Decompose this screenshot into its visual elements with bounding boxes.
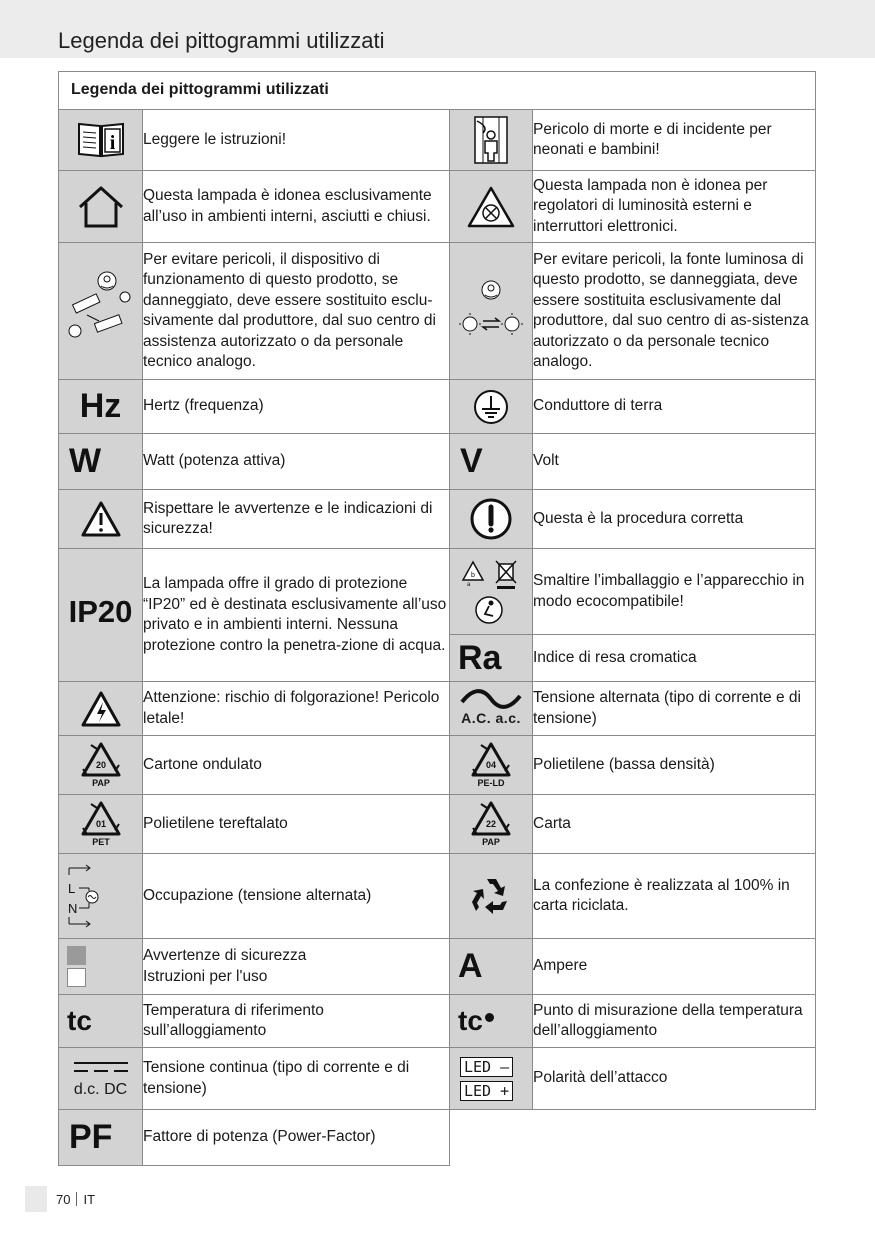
recycle-pet-icon [59, 795, 143, 854]
ac-icon: A.C. a.c. [450, 682, 533, 736]
code-pap-22: PAP [482, 837, 500, 847]
watt-text: Watt (potenza attiva) [143, 434, 450, 490]
light-source-replacement-icon [450, 243, 533, 380]
no-dimmer-text: Questa lampada non è idonea per regolatori di luminosità esterni e interruttori elettronici. [533, 171, 816, 243]
table-row [59, 434, 816, 490]
book-info-icon [59, 110, 143, 171]
child-danger-icon [450, 110, 533, 171]
table-row [59, 1048, 816, 1110]
volt-text: Volt [533, 434, 816, 490]
table-row [59, 736, 816, 795]
page-footer [56, 1192, 95, 1207]
led-plus-label: LED + [460, 1081, 513, 1101]
no-dimmer-icon [450, 171, 533, 243]
recycled-paper-text: La confezione è realizzata al 100% in carta riciclata. [533, 854, 816, 939]
polarity-text: Polarità dell’attacco [533, 1048, 816, 1110]
volt-icon: V [450, 434, 533, 490]
shock-text: Attenzione: rischio di folgorazione! Pericolo letale! [143, 682, 450, 736]
page-title: Legenda dei pittogrammi utilizzati [58, 28, 385, 53]
recycled-paper-icon [450, 854, 533, 939]
correct-procedure-text: Questa è la procedura corretta [533, 490, 816, 549]
table-row [59, 243, 816, 380]
warning-legend-icon [59, 939, 143, 995]
svg-text:b: b [471, 571, 475, 579]
measurement-dot-icon [485, 1013, 494, 1022]
conn-n-label: N [68, 901, 78, 916]
grey-square-icon [67, 946, 86, 965]
table-title: Legenda dei pittogrammi utilizzati [59, 72, 816, 110]
led-minus-label: LED – [460, 1057, 513, 1077]
code-pap-20: PAP [91, 778, 110, 788]
recycle-pap-22-icon [450, 795, 533, 854]
pet-text: Polietilene tereftalato [143, 795, 450, 854]
footer-marker [25, 1186, 47, 1212]
power-factor-icon: PF [59, 1110, 143, 1166]
table-row [59, 171, 816, 243]
driver-replacement-icon [59, 243, 143, 380]
table-row [59, 549, 816, 635]
tc-point-text: Punto di misurazione della temperatura dell’alloggiamento [533, 995, 816, 1048]
code-01: 01 [95, 819, 106, 829]
table-row [59, 380, 816, 434]
recycle-pe-ld-icon [450, 736, 533, 795]
recycle-pap-20-icon [59, 736, 143, 795]
table-row [59, 110, 816, 171]
watt-icon: W [59, 434, 143, 490]
dc-icon: d.c. DC [59, 1048, 143, 1110]
white-square-icon [67, 968, 86, 987]
table-row [59, 1110, 816, 1166]
page-number: 70 [56, 1192, 71, 1207]
light-source-replacement-text: Per evitare pericoli, la fonte luminosa di questo prodotto, se danneggiata, deve essere sostituita esclusivamente dal produttore, dal suo centro di as-sistenza autorizzato o da personale tecnico analogo. [533, 243, 816, 380]
code-22: 22 [485, 819, 497, 829]
svg-text:a: a [467, 581, 471, 588]
table-row [59, 490, 816, 549]
house-icon [59, 171, 143, 243]
ac-text: Tensione alternata (tipo di corrente e di tensione) [533, 682, 816, 736]
electric-shock-icon [59, 682, 143, 736]
indoor-only-text: Questa lampada è idonea esclusivamente all’uso in ambienti interni, asciutti e chiusi. [143, 171, 450, 243]
page-header [0, 0, 875, 58]
safety-notes-text: Rispettare le avvertenze e le indicazioni di sicurezza! [143, 490, 450, 549]
paper-text: Carta [533, 795, 816, 854]
polarity-icon [450, 1048, 533, 1110]
table-row [59, 939, 816, 995]
driver-replacement-text: Per evitare pericoli, il dispositivo di funzionamento di questo prodotto, se danneggiato, deve essere sostituito esclu-sivamente dal produttore, dal suo centro di assistenza autorizzato o da personale tecnico analogo. [143, 243, 450, 380]
power-factor-text: Fattore di potenza (Power-Factor) [143, 1110, 450, 1166]
ampere-icon: A [450, 939, 533, 995]
svg-text:i: i [109, 132, 115, 154]
disposal-icon [450, 549, 533, 635]
table-row [59, 682, 816, 736]
pictogram-legend-table [58, 71, 816, 1166]
warnings-legend-line-2: Istruzioni per l'uso [143, 967, 268, 985]
table-row [59, 854, 816, 939]
earth-icon [450, 380, 533, 434]
cri-icon: Ra [450, 635, 533, 682]
table-row [59, 795, 816, 854]
dc-text: Tensione continua (tipo di corrente e di tensione) [143, 1048, 450, 1110]
disposal-text: Smaltire l’imballaggio e l’apparecchio in modo ecocompatibile! [533, 549, 816, 635]
corrugated-cardboard-text: Cartone ondulato [143, 736, 450, 795]
ip20-icon: IP20 [59, 549, 143, 682]
tc-icon: tc [59, 995, 143, 1048]
children-danger-text: Pericolo di morte e di incidente per neonati e bambini! [533, 110, 816, 171]
footer-divider [76, 1192, 77, 1206]
tc-point-icon: tc [450, 995, 533, 1048]
ip20-text: La lampada offre il grado di protezione “IP20” ed è destinata esclusivamente all’uso privato e in ambienti interni. Nessuna protezione contro la penetra-zione di acqua. [143, 549, 450, 682]
ampere-text: Ampere [533, 939, 816, 995]
read-instructions-text: Leggere le istruzioni! [143, 110, 450, 171]
table-row [59, 995, 816, 1048]
warnings-legend-line-1: Avvertenze di sicurezza [143, 947, 307, 964]
tc-text: Temperatura di riferimento sull’alloggiamento [143, 995, 450, 1048]
earth-text: Conduttore di terra [533, 380, 816, 434]
exclamation-circle-icon [450, 490, 533, 549]
code-04: 04 [485, 760, 497, 770]
conn-l-label: L [68, 881, 76, 896]
hertz-text: Hertz (frequenza) [143, 380, 450, 434]
code-20: 20 [95, 760, 106, 770]
connection-text: Occupazione (tensione alternata) [143, 854, 450, 939]
cri-text: Indice di resa cromatica [533, 635, 816, 682]
connection-icon [59, 854, 143, 939]
code-pe-ld: PE-LD [477, 778, 505, 788]
warnings-legend-text [143, 939, 450, 995]
hertz-icon: Hz [59, 380, 143, 434]
language-code: IT [83, 1192, 96, 1207]
pe-ld-text: Polietilene (bassa densità) [533, 736, 816, 795]
code-pet: PET [91, 837, 110, 847]
empty-cell [450, 1110, 816, 1166]
table-title-row [59, 72, 816, 110]
warning-icon [59, 490, 143, 549]
